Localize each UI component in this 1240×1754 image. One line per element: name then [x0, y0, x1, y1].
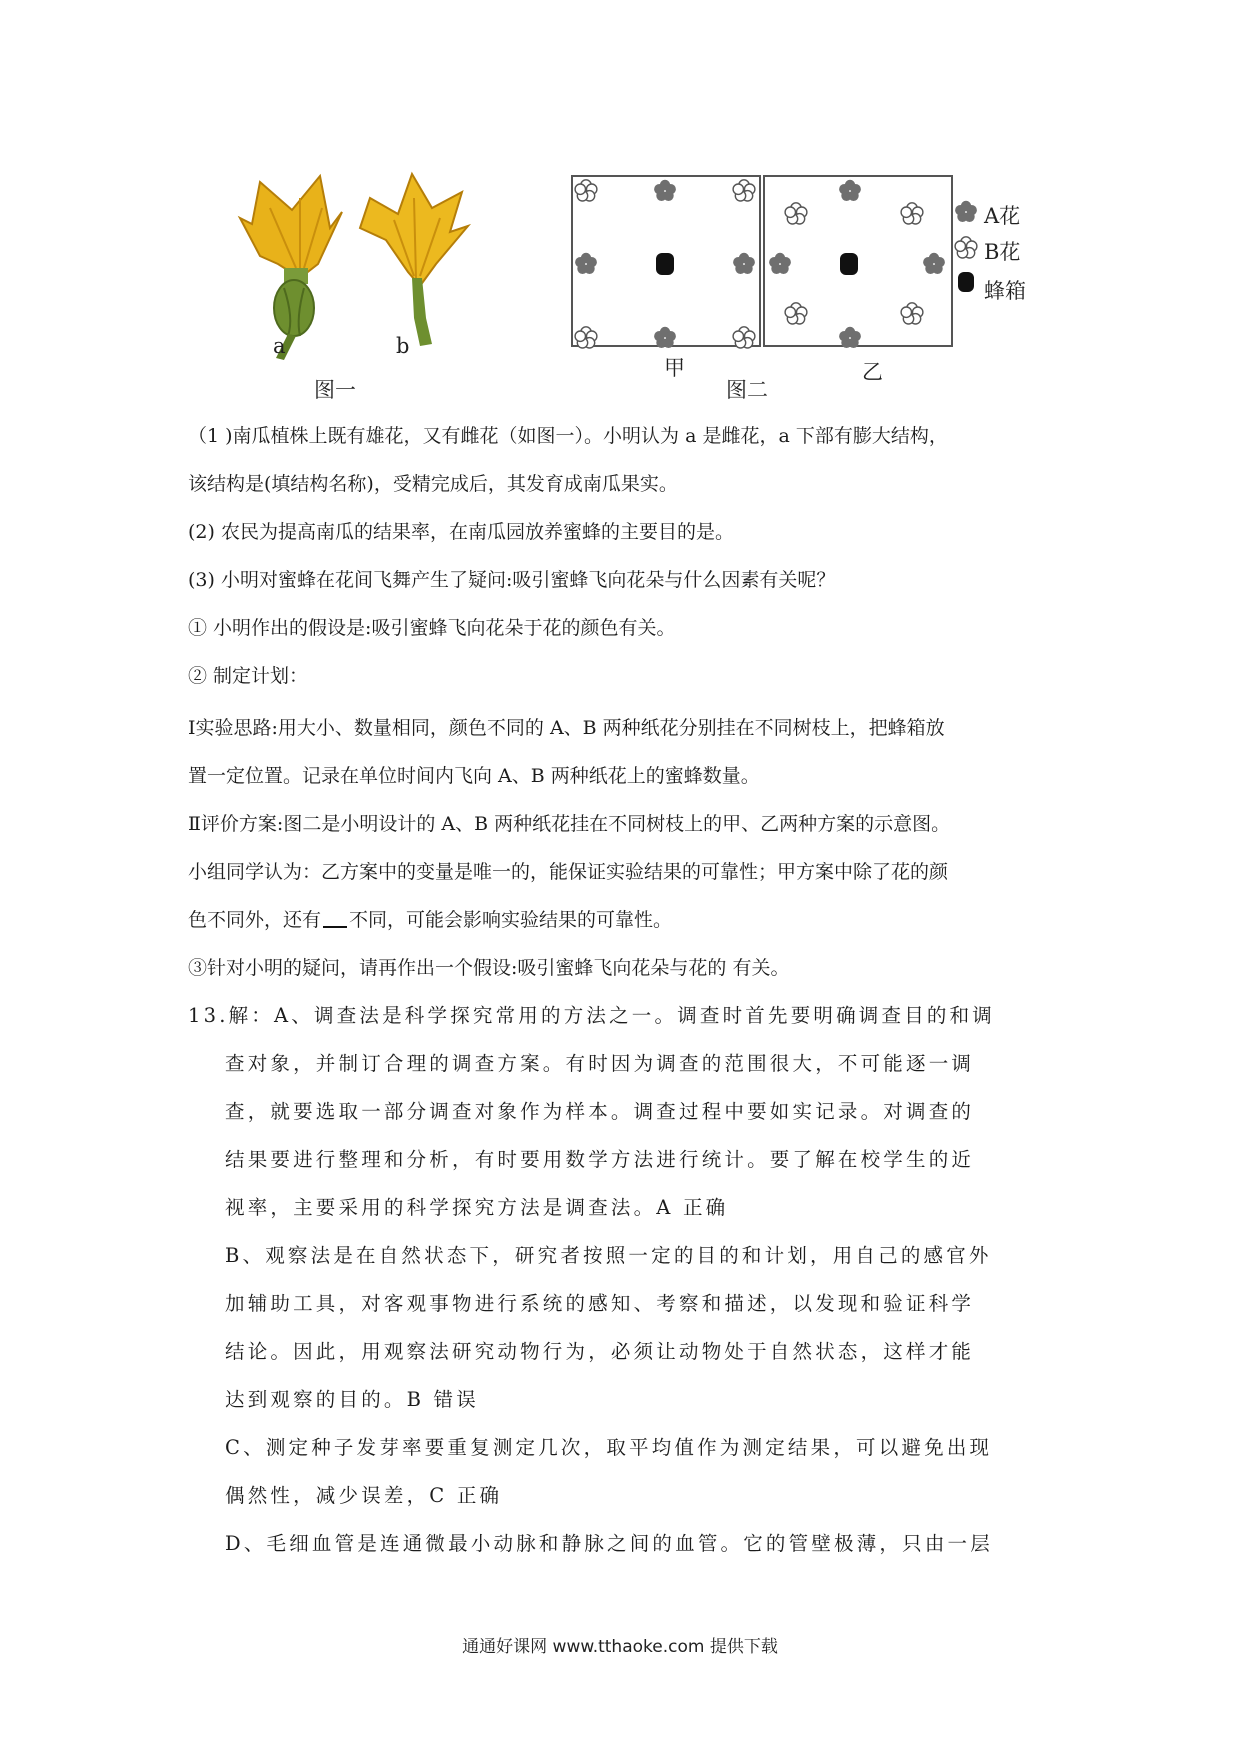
figure-one-flowers — [200, 168, 560, 368]
legend-a-flower: A花 — [984, 204, 1021, 228]
answer-b-line-1: B、观察法是在自然状态下，研究者按照一定的目的和计划，用自己的感官外 — [225, 1244, 992, 1267]
answer-b-line-3: 结论。因此，用观察法研究动物行为，必须让动物处于自然状态，这样才能 — [225, 1340, 975, 1363]
scheme-yi-label: 乙 — [862, 360, 883, 384]
question-2: (2) 农民为提高南瓜的结果率，在南瓜园放养蜜蜂的主要目的是。 — [188, 521, 734, 543]
plan-evaluation-line-3-start: 色不同外，还有 — [188, 909, 322, 931]
answer-a-line-3: 查，就要选取一部分调查对象作为样本。调查过程中要如实记录。对调查的 — [225, 1100, 975, 1123]
answer-c-line-1: C、测定种子发芽率要重复测定几次，取平均值作为测定结果，可以避免出现 — [225, 1436, 993, 1459]
answer-b-line-2: 加辅助工具，对客观事物进行系统的感知、考察和描述，以发现和验证科学 — [225, 1292, 975, 1315]
plan-evaluation-line-3 — [188, 907, 672, 933]
answer-a-line-4: 结果要进行整理和分析，有时要用数学方法进行统计。要了解在校学生的近 — [225, 1148, 975, 1171]
question-3-hypothesis: ① 小明作出的假设是:吸引蜜蜂飞向花朵于花的颜色有关。 — [188, 617, 676, 639]
answer-a-line-5: 视率，主要采用的科学探究方法是调查法。A 正确 — [225, 1196, 729, 1219]
legend-hive-icon — [958, 272, 974, 292]
figure-two-schemes — [568, 172, 978, 357]
label-a: a — [273, 334, 286, 358]
question-3-plan: ② 制定计划： — [188, 665, 309, 687]
scheme-jia-label: 甲 — [664, 356, 685, 380]
question-3-another-hypothesis: ③针对小明的疑问，请再作出一个假设:吸引蜜蜂飞向花朵与花的 有关。 — [188, 957, 790, 979]
female-flower-image — [240, 176, 342, 360]
plan-evaluation-line-2: 小组同学认为：乙方案中的变量是唯一的，能保证实验结果的可靠性；甲方案中除了花的颜 — [188, 861, 949, 883]
plan-evaluation-line-1: Ⅱ评价方案:图二是小明设计的 A、B 两种纸花挂在不同树枝上的甲、乙两种方案的示意图。 — [188, 813, 951, 835]
legend-b-flower-icon — [955, 237, 977, 258]
figure-two-caption: 图二 — [726, 378, 768, 402]
scheme-yi-hive — [840, 253, 858, 275]
legend-hive: 蜂箱 — [984, 279, 1026, 303]
answer-b-line-4: 达到观察的目的。B 错误 — [225, 1388, 479, 1411]
figure-one-caption: 图一 — [314, 378, 356, 402]
question-1-line-2: 该结构是(填结构名称)，受精完成后，其发育成南瓜果实。 — [188, 473, 678, 495]
question-3: (3) 小明对蜜蜂在花间飞舞产生了疑问:吸引蜜蜂飞向花朵与什么因素有关呢？ — [188, 569, 836, 591]
plan-idea-line-2: 置一定位置。记录在单位时间内飞向 A、B 两种纸花上的蜜蜂数量。 — [188, 765, 760, 787]
scheme-jia-hive — [656, 253, 674, 275]
answer-c-line-2: 偶然性，减少误差，C 正确 — [225, 1484, 503, 1507]
answer-a-line-2: 查对象，并制订合理的调查方案。有时因为调查的范围很大，不可能逐一调 — [225, 1052, 975, 1075]
answer-a-line-1: 13.解：A、调查法是科学探究常用的方法之一。调查时首先要明确调查目的和调 — [188, 1004, 995, 1027]
label-b: b — [396, 334, 410, 358]
male-flower-image — [360, 174, 468, 346]
plan-idea-line-1: Ⅰ实验思路:用大小、数量相同，颜色不同的 A、B 两种纸花分别挂在不同树枝上，把蜂箱放 — [188, 717, 945, 739]
answer-blank — [323, 908, 347, 928]
question-1-line-1: （1 )南瓜植株上既有雄花，又有雌花（如图一）。小明认为 a 是雌花，a 下部有膨大结构， — [188, 425, 948, 447]
legend-b-flower: B花 — [984, 240, 1021, 264]
answer-d-line-1: D、毛细血管是连通微最小动脉和静脉之间的血管。它的管壁极薄，只由一层 — [225, 1532, 993, 1555]
legend-a-flower-icon — [955, 201, 977, 222]
plan-evaluation-line-3-end: 不同，可能会影响实验结果的可靠性。 — [349, 909, 673, 931]
footer-text: 通通好课网 www.tthaoke.com 提供下载 — [462, 1637, 778, 1657]
